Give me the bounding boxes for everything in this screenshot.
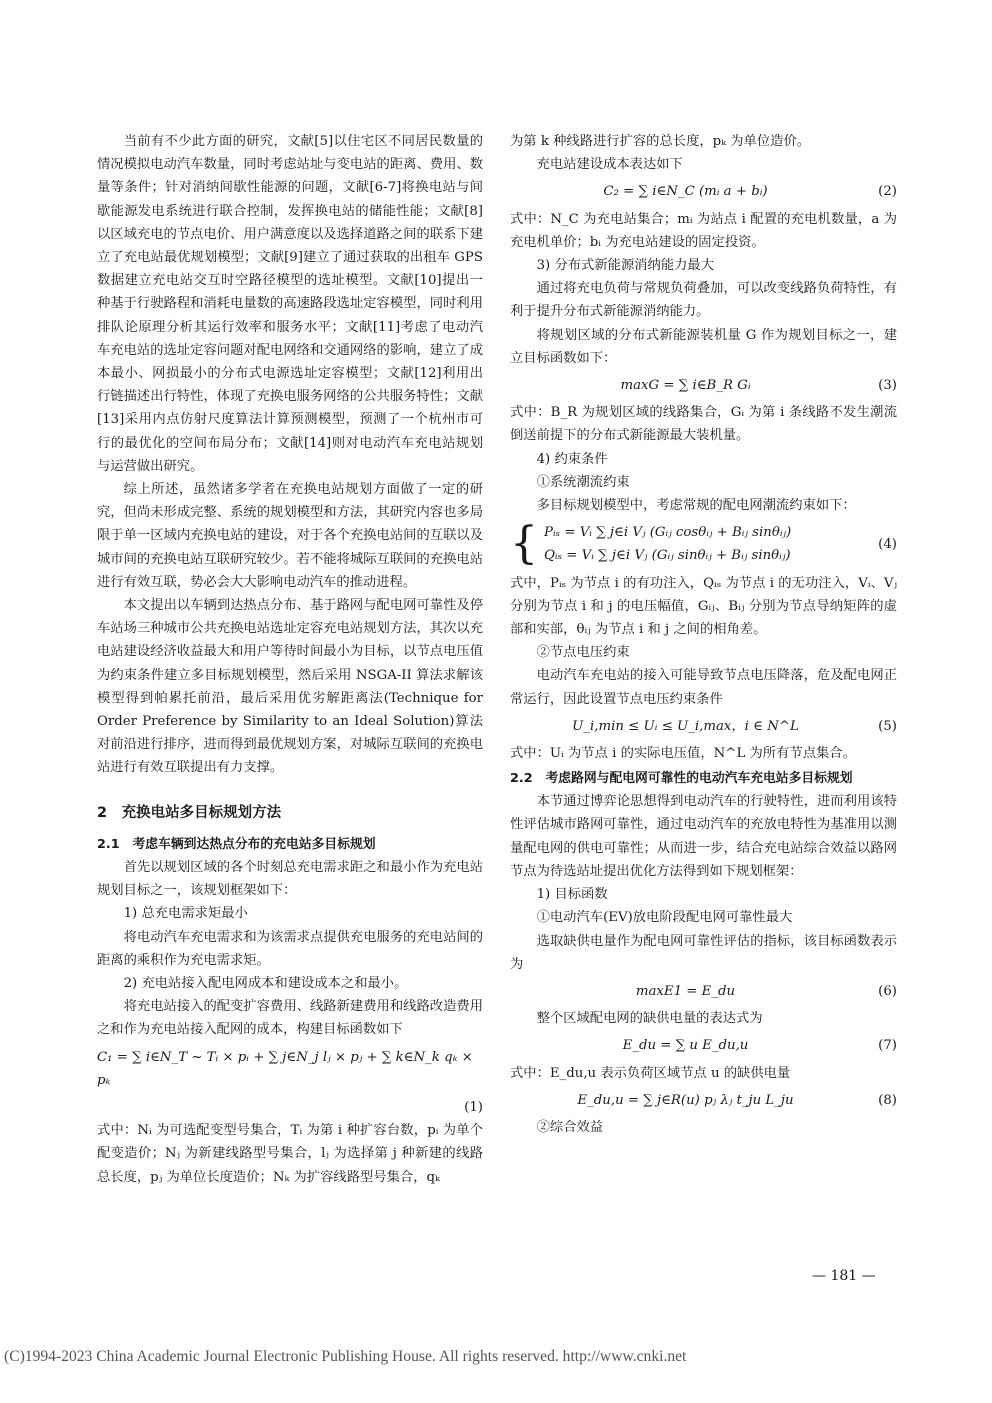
paragraph: 整个区域配电网的缺供电量的表达式为 — [536, 1011, 763, 1027]
paragraph: 本文提出以车辆到达热点分布、基于路网与配电网可靠性及停车站场三种城市公共充换电站选址定容充电站规划方法，其次以充电站建设经济收益最大和用户等待时间最小为目标，以节点电压值为约束条件建立多目标规划模型，然后采用 NSGA-II 算法求解该模型得到帕累托前沿，最后采用优劣解距离法(Technique for Order Preference by Similarity to an Ideal Solution)算法对前沿进行排序，进而得到最优规划方案，对城际互联间的充换电站进行有效互联提出有力支撑。 — [97, 598, 483, 776]
equation-1 — [97, 1046, 483, 1092]
equation-number: (2) — [878, 184, 897, 200]
paragraph: 选取缺供电量作为配电网可靠性评估的指标，该目标函数表示为 — [510, 933, 897, 972]
equation-expression: maxE1 = E_du — [635, 983, 736, 999]
paragraph: 充电站建设成本表达如下 — [536, 157, 683, 173]
paragraph: 首先以规划区域的各个时刻总充电需求距之和最小作为充电站规划目标之一，该规划框架如下： — [97, 859, 483, 899]
list-item: 3) 分布式新能源消纳能力最大 — [536, 258, 715, 274]
equation-expression: E_du = ∑ u E_du,u — [622, 1038, 749, 1054]
list-item: 2) 充电站接入配电网成本和建设成本之和最小。 — [123, 975, 408, 991]
list-item: ①系统潮流约束 — [536, 474, 630, 490]
left-column — [97, 130, 483, 1189]
equation-2 — [510, 180, 897, 203]
paragraph: 电动汽车充电站的接入可能导致节点电压降落，危及配电网正常运行，因此设置节点电压约束条件 — [510, 668, 897, 707]
paragraph: 本节通过博弈论思想得到电动汽车的行驶特性，进而利用该特性评估城市路网可靠性，通过电动汽车的充放电特性为基准用以测量配电网的供电可靠性；从而进一步，结合充电站综合效益以路网节点为待选站址提出优化方法得到如下规划框架： — [510, 794, 897, 879]
equation-number: (3) — [878, 378, 897, 394]
equation-4 — [510, 518, 897, 570]
list-item: 1) 总充电需求矩最小 — [123, 906, 248, 922]
list-item: ①电动汽车(EV)放电阶段配电网可靠性最大 — [536, 910, 793, 926]
equation-number: (8) — [878, 1092, 897, 1108]
equation-number: (6) — [878, 983, 897, 999]
right-column — [510, 130, 897, 1139]
paragraph: 式中：Nᵢ 为可选配变型号集合，Tᵢ 为第 i 种扩容台数，pᵢ 为单个配变造价；Nⱼ 为新建线路型号集合，lⱼ 为选择第 j 种新建的线路总长度，pⱼ 为单位长度造价；Nₖ 为扩容线路型号集合，qₖ — [97, 1123, 483, 1185]
equation-8 — [510, 1089, 897, 1112]
paragraph: 式中：B_R 为规划区域的线路集合，Gᵢ 为第 i 条线路不发生潮流倒送前提下的分布式新能源最大装机量。 — [510, 405, 897, 444]
equation-expression: maxG = ∑ i∈B_R Gᵢ — [620, 378, 751, 394]
equation-number: (1) — [464, 1099, 483, 1115]
list-item: ②节点电压约束 — [536, 645, 630, 661]
equation-number: (7) — [878, 1038, 897, 1054]
equation-expression: C₂ = ∑ i∈N_C (mᵢ a + bᵢ) — [603, 184, 768, 200]
paragraph: 多目标规划模型中，考虑常规的配电网潮流约束如下： — [536, 498, 856, 514]
paragraph: 当前有不少此方面的研究，文献[5]以住宅区不同居民数量的情况模拟电动汽车数量，同时考虑站址与变电站的距离、费用、数量等条件；针对消纳间歇性能源的问题，文献[6-7]将换电站与间歇能源发电系统进行联合控制，发挥换电站的储能性能；文献[8]以区域充电的节点电价、用户满意度以及选择道路之间的联系下建立了充电站最优规划模型；文献[9]建立了通过获取的出租车 GPS 数据建立充电站交互时空路径模型的选址模型。文献[10]提出一种基于行驶路程和消耗电量数的高速路段选址定容模型，同时利用排队论原理分析其运行效率和服务水平；文献[11]考虑了电动汽车充电站的选址定容问题对配电网络和交通网络的影响，建立了成本最小、网损最小的分布式电源选址定容模型；文献[12]利用出行链描述出行特性，体现了充换电服务网络的公共服务特性；文献[13]采用内点仿射尺度算法计算预测模型，预测了一个杭州市可行的最优化的空间布局分布；文献[14]则对电动汽车充电站规划与运营做出研究。 — [97, 134, 483, 474]
paragraph: 将充电站接入的配变扩容费用、线路新建费用和线路改造费用之和作为充电站接入配网的成本，构建目标函数如下 — [97, 999, 483, 1038]
paragraph: 将电动汽车充电需求和为该需求点提供充电服务的充电站间的距离的乘积作为充电需求矩。 — [97, 929, 483, 968]
equation-line: Pᵢₛ = Vᵢ ∑ j∈i Vⱼ (Gᵢⱼ cosθᵢⱼ + Bᵢⱼ sinθᵢⱼ) — [544, 525, 792, 541]
equation-expression: U_i,min ≤ Uᵢ ≤ U_i,max，i ∈ N^L — [572, 718, 799, 734]
paragraph: 综上所述，虽然诸多学者在充换电站规划方面做了一定的研究，但尚未形成完整、系统的规划模型和方法，其研究内容也多局限于单一区域内充换电站的建设，对于各个充换电站间的互联以及城市间的充换电站互联研究较少。若不能将城际互联间的充换电站进行有效互联，势必会大大影响电动汽车的推动进程。 — [97, 482, 483, 590]
list-item: ②综合效益 — [536, 1119, 604, 1135]
equation-expression: E_du,u = ∑ j∈R(u) pⱼ λⱼ t_ju L_ju — [577, 1092, 794, 1108]
paragraph: 式中，Pᵢₛ 为节点 i 的有功注入，Qᵢₛ 为节点 i 的无功注入，Vᵢ、Vⱼ 分别为节点 i 和 j 的电压幅值，Gᵢⱼ、Bᵢⱼ 分别为节点导纳矩阵的虚部和实部，θᵢⱼ 为节点 i 和 j 之间的相角差。 — [510, 575, 897, 638]
equation-5 — [510, 715, 897, 738]
equation-3 — [510, 374, 897, 397]
equation-6 — [510, 980, 897, 1003]
list-item: 1) 目标函数 — [536, 887, 608, 903]
equation-number: (5) — [878, 718, 897, 734]
subsection-heading: 2.2 考虑路网与配电网可靠性的电动汽车充电站多目标规划 — [510, 771, 853, 787]
equation-system — [544, 521, 861, 567]
subsection-heading: 2.1 考虑车辆到达热点分布的充电站多目标规划 — [97, 836, 376, 852]
paragraph: 式中：N_C 为充电站集合；mᵢ 为站点 i 配置的充电机数量，a 为充电机单价；bᵢ 为充电站建设的固定投资。 — [510, 211, 897, 250]
section-heading: 2 充换电站多目标规划方法 — [97, 804, 282, 821]
equation-7 — [510, 1034, 897, 1057]
paragraph: 式中：E_du,u 表示负荷区域节点 u 的缺供电量 — [510, 1065, 791, 1081]
list-item: 4) 约束条件 — [536, 451, 608, 467]
paragraph: 通过将充电负荷与常规负荷叠加，可以改变线路负荷特性，有利于提升分布式新能源消纳能力。 — [510, 281, 897, 320]
equation-expression: C₁ = ∑ i∈N_T ~ Tᵢ × pᵢ + ∑ j∈N_j lⱼ × pⱼ + ∑ k∈N_k qₖ × pₖ — [97, 1049, 473, 1088]
equation-number: (4) — [878, 536, 897, 552]
paragraph: 为第 k 种线路进行扩容的总长度，pₖ 为单位造价。 — [510, 134, 811, 149]
copyright-footer: (C)1994-2023 China Academic Journal Electronic Publishing House. All rights reserved. http://www.cnki.net — [4, 1348, 687, 1365]
equation-line: Qᵢₛ = Vᵢ ∑ j∈i Vⱼ (Gᵢⱼ sinθᵢⱼ + Bᵢⱼ sinθᵢⱼ) — [544, 548, 791, 564]
left-brace: { — [510, 518, 538, 570]
paragraph: 式中：Uᵢ 为节点 i 的实际电压值，N^L 为所有节点集合。 — [510, 746, 856, 762]
paragraph: 将规划区域的分布式新能源装机量 G 作为规划目标之一，建立目标函数如下： — [510, 327, 897, 366]
page-number: — 181 — — [812, 1268, 876, 1284]
